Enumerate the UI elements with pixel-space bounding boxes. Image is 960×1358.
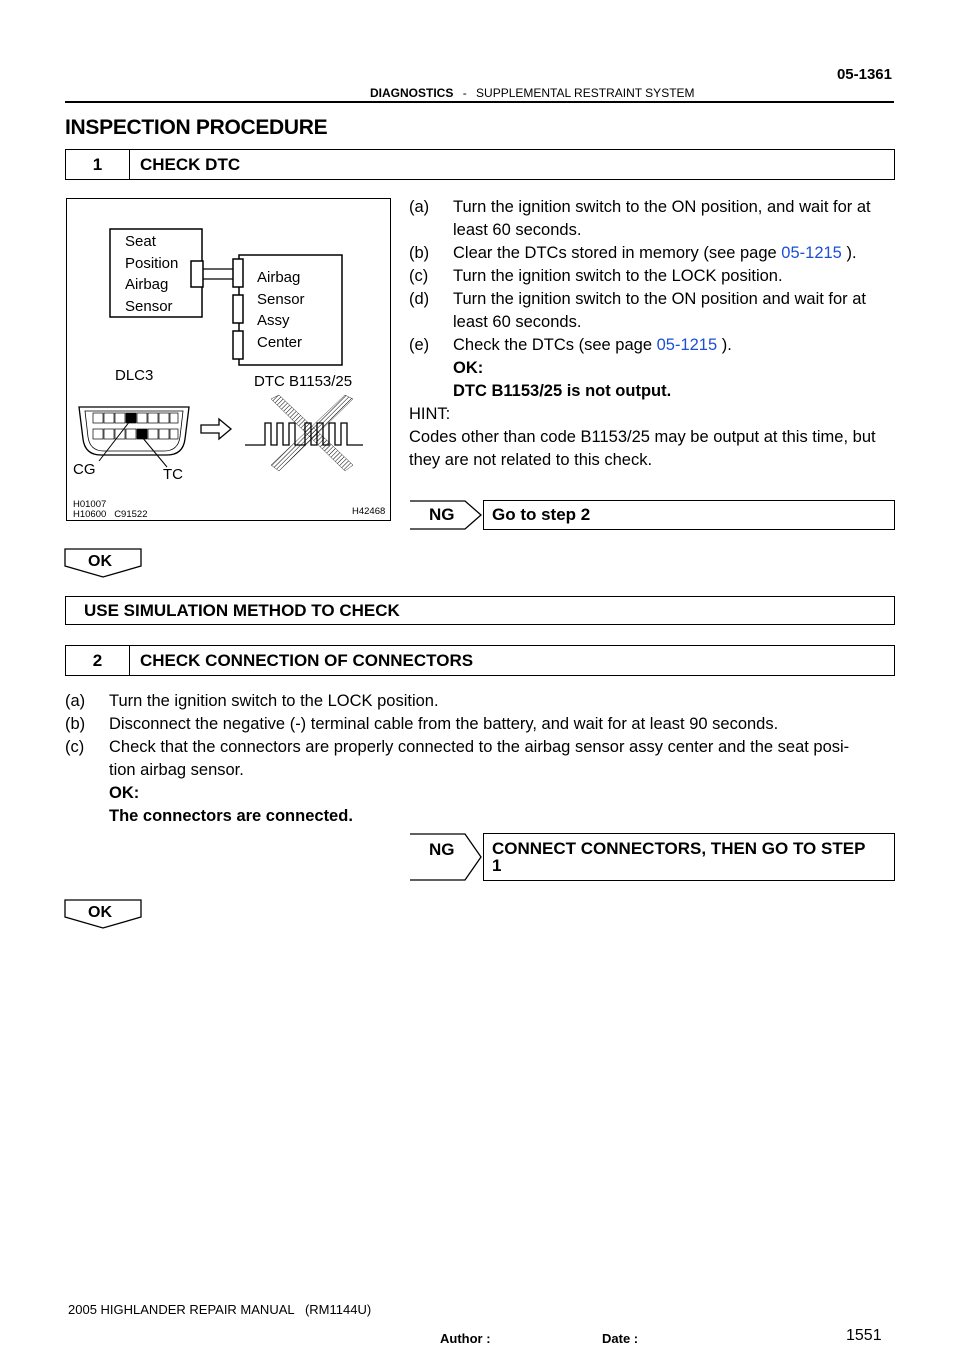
dlc3-label: DLC3 [115,367,154,384]
seat-sensor-line: Position [125,254,179,272]
hint-label: HINT: [409,405,451,423]
airbag-center-line: Assy [257,312,290,329]
item-line: Disconnect the negative (-) terminal cable from the battery, and wait for at least 90 seconds. [109,715,779,733]
item-text: Clear the DTCs stored in memory (see page [453,244,782,262]
ng-label: NG [429,840,455,859]
step1-item-b [409,242,897,265]
step2-instructions [65,690,897,828]
ok-button-label: OK [88,553,112,570]
hint-line: they are not related to this check. [409,451,653,469]
page-link[interactable]: 05-1215 [656,336,718,354]
step1-item-d [409,288,897,334]
airbag-center-label [257,267,305,353]
step2-header [65,645,895,676]
seat-sensor-line: Sensor [125,297,173,315]
step1-number: 1 [66,150,130,179]
page-code: 05-1361 [836,66,892,83]
simulation-text: USE SIMULATION METHOD TO CHECK [84,600,400,620]
figure-drawing [67,199,389,519]
item-label: (a) [409,198,430,216]
item-label: (c) [409,267,429,285]
item-label: (c) [65,738,85,756]
ng-label: NG [429,505,455,524]
step1-instructions [409,196,897,472]
step1-item-c [409,265,897,288]
item-line: Turn the ignition switch to the LOCK position. [453,267,783,285]
item-text: Check the DTCs (see page [453,336,657,354]
ok-text: The connectors are connected. [109,807,353,825]
section-main: DIAGNOSTICS [370,86,454,100]
item-label: (e) [409,336,430,354]
step2-number: 2 [66,646,130,675]
section-sub: SUPPLEMENTAL RESTRAINT SYSTEM [476,86,695,100]
hint-line: Codes other than code B1153/25 may be output at this time, but [409,428,876,446]
page-link[interactable]: 05-1215 [781,244,842,262]
seat-sensor-line: Seat [125,233,156,250]
figure-ref-3: H42468 [352,506,386,517]
figure-ref-2: H10600 C91522 [73,509,148,520]
ng-action-line: CONNECT CONNECTORS, THEN GO TO STEP [492,839,866,858]
date-label: Date : [602,1331,639,1346]
ok-button-label: OK [88,904,112,921]
item-line: Check that the connectors are properly connected to the airbag sensor assy center and the seat posi- [109,738,850,756]
item-line: Turn the ignition switch to the LOCK position. [109,692,439,710]
ng-action: Go to step 2 [483,500,895,530]
dtc-figure [66,198,391,521]
dtc-code-label: DTC B1153/25 [254,373,353,390]
item-line: tion airbag sensor. [109,761,244,779]
item-text: ). [717,336,732,354]
tc-label: TC [163,466,183,483]
section-separator: - [462,86,467,100]
page-title: INSPECTION PROCEDURE [65,116,328,139]
step1-ng-row [409,500,895,530]
step1-item-e [409,334,897,403]
airbag-center-line: Airbag [257,269,301,286]
manual-title: 2005 HIGHLANDER REPAIR MANUAL (RM1144U) [68,1302,372,1317]
ok-label: OK: [453,359,484,377]
item-line: least 60 seconds. [453,221,582,239]
item-text: ). [841,244,857,262]
section-header [370,86,695,100]
step1-item-a [409,196,897,242]
seat-sensor-label [125,231,178,317]
item-label: (d) [409,290,430,308]
simulation-banner [65,596,895,625]
step2-ng-row [409,833,895,881]
item-label: (b) [65,715,86,733]
header-rule [65,101,894,103]
item-label: (a) [65,692,86,710]
item-line: least 60 seconds. [453,313,582,331]
ok-label: OK: [109,784,140,802]
seat-sensor-line: Airbag [125,276,169,293]
airbag-center-line: Sensor [257,290,305,308]
page-number: 1551 [846,1327,882,1344]
ng-action-line: 1 [492,856,502,875]
ok-text: DTC B1153/25 is not output. [453,382,672,400]
item-line: Turn the ignition switch to the ON position, and wait for at [453,198,871,216]
cg-label: CG [73,461,96,478]
ng-action [483,833,895,881]
item-line: Turn the ignition switch to the ON position and wait for at [453,290,867,308]
step2-item-c [65,736,897,828]
author-label: Author : [440,1331,491,1346]
step1-ok-button[interactable] [64,548,142,578]
step2-item-b [65,713,897,736]
step1-title: CHECK DTC [140,154,241,174]
step1-header [65,149,895,180]
figure-ref-1: H01007 [73,499,107,510]
airbag-center-line: Center [257,333,303,351]
step2-item-a [65,690,897,713]
step2-ok-button[interactable] [64,899,142,929]
item-label: (b) [409,244,430,262]
step2-title: CHECK CONNECTION OF CONNECTORS [140,650,474,670]
